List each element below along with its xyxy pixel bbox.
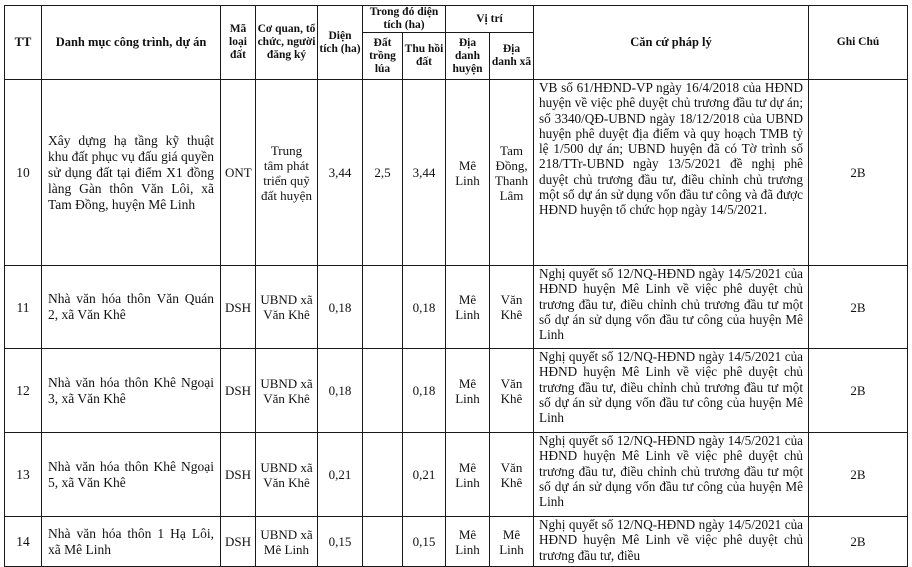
row-tt: 13 [5,433,42,517]
row-legal: Nghị quyết số 12/NQ-HĐND ngày 14/5/2021 của HĐND huyện Mê Linh về việc phê duyệt chủ trương đầu tư, điều chỉnh chủ trương đầu tư một số dự án sử dụng vốn đầu tư công của huyện Mê Linh [534,266,809,349]
row-code: DSH [221,266,256,349]
table-row [5,517,908,567]
header-location: Vị trí [446,6,534,33]
row-district: Mê Linh [446,349,490,433]
table-row [5,80,908,266]
row-commune: Văn Khê [490,266,534,349]
row-name: Xây dựng hạ tầng kỹ thuật khu đất phục vụ đấu giá quyền sử dụng đất tại điểm X1 đồng làng Gàn thôn Văn Lôi, xã Tam Đồng, huyện Mê Linh [42,80,221,266]
header-commune: Địa danh xã [490,33,534,80]
header-district: Địa danh huyện [446,33,490,80]
table-row [5,266,908,349]
row-district: Mê Linh [446,80,490,266]
row-agency: UBND xã Văn Khê [256,266,318,349]
header-area: Diện tích (ha) [318,6,363,80]
header-tt: TT [5,6,42,80]
row-tt: 14 [5,517,42,567]
row-rice [363,266,403,349]
row-code: DSH [221,349,256,433]
row-code: ONT [221,80,256,266]
row-recovered: 0,18 [403,266,446,349]
row-area: 3,44 [318,80,363,266]
row-agency: UBND xã Văn Khê [256,349,318,433]
row-legal: VB số 61/HĐND-VP ngày 16/4/2018 của HĐND huyện về việc phê duyệt chủ trương đầu tư dự án; số 3340/QĐ-UBND ngày 18/12/2018 của UBND huyện phê duyệt địa điểm và quy hoạch TMB tỷ lệ 1/500 dự án; UBND huyện đã có Tờ trình số 218/TTr-UBND ngày 13/5/2021 đề nghị phê duyệt chủ trương đầu tư, điều chỉnh chủ trương một số dự án sử dụng vốn đầu tư công và đã được HĐND huyện tổ chức họp ngày 14/5/2021. [534,80,809,266]
row-legal: Nghị quyết số 12/NQ-HĐND ngày 14/5/2021 của HĐND huyện Mê Linh về việc phê duyệt chủ trương đầu tư, điều chỉnh chủ trương đầu tư một số dự án sử dụng vốn đầu tư công của huyện Mê Linh [534,349,809,433]
row-area: 0,15 [318,517,363,567]
header-name: Danh mục công trình, dự án [42,6,221,80]
row-note: 2B [809,80,908,266]
row-agency: UBND xã Mê Linh [256,517,318,567]
row-name: Nhà văn hóa thôn Khê Ngoại 5, xã Văn Khê [42,433,221,517]
row-agency: UBND xã Văn Khê [256,433,318,517]
row-rice: 2,5 [363,80,403,266]
row-rice [363,517,403,567]
header-agency: Cơ quan, tổ chức, người đăng ký [256,6,318,80]
header-legal: Căn cứ pháp lý [534,6,809,80]
row-legal: Nghị quyết số 12/NQ-HĐND ngày 14/5/2021 của HĐND huyện Mê Linh về việc phê duyệt chủ trương đầu tư, điều chỉnh chủ trương đầu tư một số dự án sử dụng vốn đầu tư công của huyện Mê Linh [534,433,809,517]
row-commune: Tam Đồng, Thanh Lâm [490,80,534,266]
header-note: Ghi Chú [809,6,908,80]
row-recovered: 0,18 [403,349,446,433]
row-legal: Nghị quyết số 12/NQ-HĐND ngày 14/5/2021 của HĐND huyện Mê Linh về việc phê duyệt chủ trương đầu tư, điều [534,517,809,567]
row-name: Nhà văn hóa thôn 1 Hạ Lôi, xã Mê Linh [42,517,221,567]
header-of-which: Trong đó diện tích (ha) [363,6,446,33]
header-rice: Đất trồng lúa [363,33,403,80]
row-note: 2B [809,433,908,517]
table-row [5,433,908,517]
row-note: 2B [809,517,908,567]
row-district: Mê Linh [446,266,490,349]
row-area: 0,21 [318,433,363,517]
row-commune: Văn Khê [490,433,534,517]
row-district: Mê Linh [446,433,490,517]
row-recovered: 0,15 [403,517,446,567]
row-district: Mê Linh [446,517,490,567]
row-name: Nhà văn hóa thôn Văn Quán 2, xã Văn Khê [42,266,221,349]
row-tt: 12 [5,349,42,433]
row-code: DSH [221,433,256,517]
header-land-code: Mã loại đất [221,6,256,80]
row-area: 0,18 [318,349,363,433]
row-name: Nhà văn hóa thôn Khê Ngoại 3, xã Văn Khê [42,349,221,433]
row-tt: 11 [5,266,42,349]
table-row [5,349,908,433]
row-rice [363,433,403,517]
row-note: 2B [809,266,908,349]
row-commune: Văn Khê [490,349,534,433]
row-tt: 10 [5,80,42,266]
row-recovered: 3,44 [403,80,446,266]
row-note: 2B [809,349,908,433]
row-recovered: 0,21 [403,433,446,517]
row-commune: Mê Linh [490,517,534,567]
row-agency: Trung tâm phát triển quỹ đất huyện [256,80,318,266]
header-recovered: Thu hồi đất [403,33,446,80]
row-area: 0,18 [318,266,363,349]
land-use-table [4,5,908,567]
row-code: DSH [221,517,256,567]
row-rice [363,349,403,433]
